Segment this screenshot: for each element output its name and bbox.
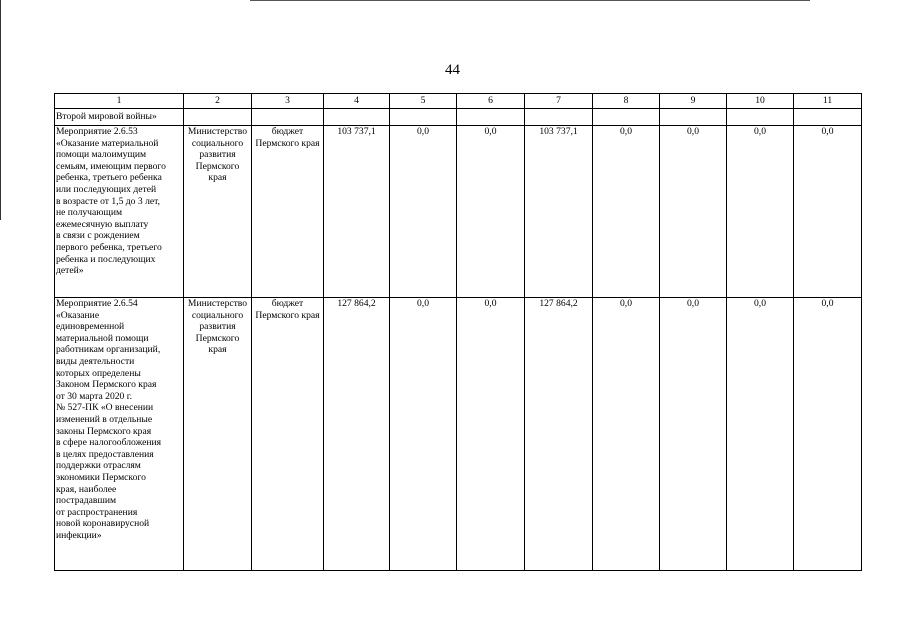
column-header: 6 (457, 94, 525, 109)
column-header: 1 (55, 94, 184, 109)
table-row (55, 126, 862, 298)
column-header: 4 (324, 94, 390, 109)
value-cell: 0,0 (660, 298, 727, 571)
column-header: 2 (184, 94, 252, 109)
column-header: 11 (794, 94, 862, 109)
value-cell: 0,0 (794, 298, 862, 571)
header-row (55, 94, 862, 109)
page-number: 44 (445, 62, 460, 78)
column-header: 7 (525, 94, 593, 109)
continuation-row (55, 109, 862, 126)
value-cell: 0,0 (390, 126, 457, 298)
value-cell: 0,0 (593, 126, 660, 298)
funding-source-cell: бюджет Пермского края (252, 126, 324, 298)
executor-cell: Министерство социального развития Пермского края (184, 298, 252, 571)
executor-cell: Министерство социального развития Пермского края (184, 126, 252, 298)
table-cell (727, 109, 794, 126)
budget-table (54, 93, 862, 571)
table-cell (660, 109, 727, 126)
table-cell (457, 109, 525, 126)
scan-edge-left (0, 0, 1, 220)
table-cell (252, 109, 324, 126)
table-cell (184, 109, 252, 126)
table-cell (593, 109, 660, 126)
value-cell: 0,0 (727, 298, 794, 571)
value-cell: 0,0 (457, 298, 525, 571)
value-cell: 103 737,1 (324, 126, 390, 298)
value-cell: 103 737,1 (525, 126, 593, 298)
value-cell: 0,0 (593, 298, 660, 571)
funding-source-cell: бюджет Пермского края (252, 298, 324, 571)
value-cell: 0,0 (794, 126, 862, 298)
table-cell (324, 109, 390, 126)
column-header: 9 (660, 94, 727, 109)
value-cell: 0,0 (457, 126, 525, 298)
measure-description: Мероприятие 2.6.54 «Оказание единовременной материальной помощи работникам организаций, виды деятельности которых определены Законом Пермского края от 30 марта 2020 г. № 527-ПК «О внесении изменений в отдельные законы Пермского края в сфере налогообложения в целях предоставления поддержки отраслям экономики Пермского края, наиболее пострадавшим от распространения новой коронавирусной инфекции» (55, 298, 184, 571)
column-header: 8 (593, 94, 660, 109)
column-header: 3 (252, 94, 324, 109)
value-cell: 0,0 (660, 126, 727, 298)
value-cell: 127 864,2 (525, 298, 593, 571)
value-cell: 127 864,2 (324, 298, 390, 571)
value-cell: 0,0 (390, 298, 457, 571)
table-cell (525, 109, 593, 126)
continuation-text: Второй мировой войны» (55, 109, 184, 126)
scan-edge-top (250, 0, 810, 3)
column-header: 5 (390, 94, 457, 109)
column-header: 10 (727, 94, 794, 109)
table-cell (390, 109, 457, 126)
measure-description: Мероприятие 2.6.53 «Оказание материальной помощи малоимущим семьям, имеющим первого ребенка, третьего ребенка или последующих детей в возрасте от 1,5 до 3 лет, не получающим ежемесячную выплату в связи с рождением первого ребенка, третьего ребенка и последующих детей» (55, 126, 184, 298)
table-row (55, 298, 862, 571)
value-cell: 0,0 (727, 126, 794, 298)
table-cell (794, 109, 862, 126)
